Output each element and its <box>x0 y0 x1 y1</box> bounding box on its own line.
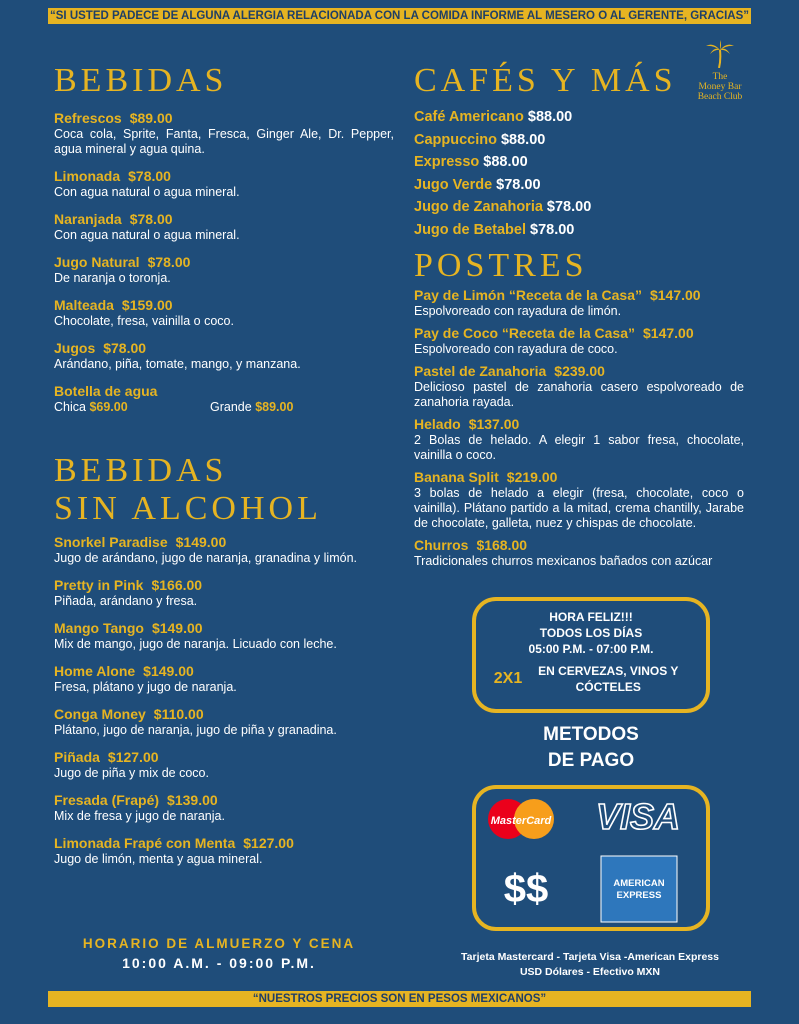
sin-alcohol-item-label: Conga Money <box>54 706 146 722</box>
cafe-item-label: Café Americano <box>414 109 524 125</box>
left-column <box>54 62 394 878</box>
postres-title: POSTRES <box>414 247 588 284</box>
allergy-banner: “SI USTED PADECE DE ALGUNA ALERGIA RELACIONADA CON LA COMIDA INFORME AL MESERO O AL GERENTE, GRACIAS” <box>48 8 751 24</box>
mastercard-label: MasterCard <box>490 815 552 827</box>
sin-alcohol-item-label: Snorkel Paradise <box>54 534 168 550</box>
postre-item-desc: Espolvoreado con rayadura de limón. <box>414 304 622 318</box>
happy-line-2: TODOS LOS DÍAS <box>539 626 643 640</box>
bebida-item-desc: Con agua natural o agua mineral. <box>54 228 240 242</box>
sin-alcohol-item <box>54 620 394 652</box>
bebida-item-name <box>54 110 394 127</box>
cafe-item-label: Expresso <box>414 154 480 170</box>
postre-item-label: Pay de Limón “Receta de la Casa” <box>414 287 642 303</box>
postre-item-name <box>414 537 744 554</box>
water-large-price: $89.00 <box>255 400 294 414</box>
happy-deal-big: 2X1 <box>493 670 523 687</box>
cafe-item-name <box>414 106 744 129</box>
bebida-item-name <box>54 340 394 357</box>
happy-deal <box>476 663 706 695</box>
sin-alcohol-item-desc: Piñada, arándano y fresa. <box>54 594 198 608</box>
postre-item-price: $168.00 <box>476 537 528 553</box>
cafe-item <box>414 151 744 174</box>
hours-title: HORARIO DE ALMUERZO Y CENA <box>82 936 356 951</box>
cafe-item-label: Jugo de Betabel <box>414 221 526 238</box>
mastercard-icon <box>488 799 554 839</box>
sin-alcohol-item-name <box>54 534 394 551</box>
payment-logos <box>476 789 706 927</box>
sin-alcohol-item-price: $149.00 <box>175 534 227 550</box>
sin-alcohol-item-price: $139.00 <box>167 792 218 808</box>
cafe-item <box>414 219 744 242</box>
cafe-item <box>414 196 744 219</box>
bebida-item <box>54 211 394 243</box>
bebida-item-label: Naranjada <box>54 211 122 227</box>
water-sizes <box>54 400 394 415</box>
happy-line-3: 05:00 P.M. - 07:00 P.M. <box>528 642 654 656</box>
sin-alcohol-item-name <box>54 835 394 852</box>
sin-alcohol-item-price: $127.00 <box>243 835 294 851</box>
happy-hour-box <box>472 597 710 713</box>
water-item <box>54 383 394 415</box>
payment-note <box>440 950 740 980</box>
sin-alcohol-item-price: $166.00 <box>151 577 203 593</box>
bebida-item <box>54 110 394 157</box>
payment-note-2: USD Dólares - Efectivo MXN <box>519 966 661 978</box>
bebida-item-label: Refrescos <box>54 110 122 126</box>
payment-box <box>472 785 710 931</box>
sin-alcohol-item-name <box>54 792 394 809</box>
cafe-item <box>414 129 744 152</box>
bebida-item-label: Jugos <box>54 340 96 356</box>
sin-alcohol-item <box>54 577 394 609</box>
sin-alcohol-item-price: $110.00 <box>153 706 204 722</box>
cash-icon: $$ <box>503 867 549 911</box>
sin-alcohol-item-name <box>54 749 394 766</box>
postre-item-desc: Espolvoreado con rayadura de coco. <box>414 342 618 356</box>
hours-time: 10:00 A.M. - 09:00 P.M. <box>122 955 316 971</box>
bebida-item-desc: Chocolate, fresa, vainilla o coco. <box>54 314 234 328</box>
cafes-list <box>414 106 744 241</box>
cafe-item-price: $78.00 <box>530 221 575 238</box>
postre-item-label: Banana Split <box>414 469 499 485</box>
water-large-label: Grande <box>210 400 252 414</box>
prices-banner: “NUESTROS PRECIOS SON EN PESOS MEXICANOS” <box>48 991 751 1007</box>
cafe-item-name <box>414 151 744 174</box>
cafe-item-price: $78.00 <box>546 199 592 215</box>
sin-alcohol-item-desc: Jugo de piña y mix de coco. <box>54 766 209 780</box>
sin-alcohol-item-desc: Mix de mango, jugo de naranja. Licuado con leche. <box>54 637 337 651</box>
postre-item-desc: Tradicionales churros mexicanos bañados con azúcar <box>414 554 713 568</box>
bebida-item-price: $78.00 <box>129 211 173 227</box>
sin-alcohol-item-label: Pretty in Pink <box>54 577 144 593</box>
sin-alcohol-item-name <box>54 663 394 680</box>
cafe-item-name <box>414 219 744 242</box>
sin-alcohol-title-1: BEBIDAS <box>54 452 228 489</box>
cafe-item-label: Cappuccino <box>414 131 497 148</box>
bebida-item <box>54 254 394 286</box>
postre-item-name <box>414 287 744 304</box>
bebida-item-price: $78.00 <box>128 168 171 184</box>
cafe-item-name <box>414 196 744 219</box>
sin-alcohol-item <box>54 663 394 695</box>
sin-alcohol-item-label: Fresada (Frapé) <box>54 792 160 808</box>
water-small-price: $69.00 <box>89 400 128 414</box>
bebida-item-desc: Con agua natural o agua mineral. <box>54 185 240 199</box>
cafe-item-price: $88.00 <box>500 131 546 148</box>
postre-item-desc: Delicioso pastel de zanahoria casero espolvoreado de zanahoria rayada. <box>414 380 744 409</box>
sin-alcohol-item-label: Mango Tango <box>54 620 144 636</box>
postre-item-price: $219.00 <box>506 469 558 485</box>
postre-item <box>414 469 744 531</box>
cafe-item-price: $88.00 <box>527 109 573 125</box>
cafe-item-label: Jugo de Zanahoria <box>414 199 543 215</box>
postre-item-price: $239.00 <box>554 363 605 379</box>
cafe-item <box>414 106 744 129</box>
bebida-item-name <box>54 254 394 271</box>
bebida-item-desc: Arándano, piña, tomate, mango, y manzana. <box>54 357 301 371</box>
sin-alcohol-item-name <box>54 706 394 723</box>
bebida-item <box>54 297 394 329</box>
sin-alcohol-item-name <box>54 620 394 637</box>
bebida-item-price: $89.00 <box>129 110 173 126</box>
sin-alcohol-item-label: Limonada Frapé con Menta <box>54 835 236 851</box>
sin-alcohol-item-price: $149.00 <box>151 620 203 636</box>
postre-item <box>414 537 744 569</box>
sin-alcohol-item-price: $149.00 <box>143 663 194 679</box>
visa-icon: VISA <box>595 796 681 837</box>
happy-line-1: HORA FELIZ!!! <box>549 610 633 624</box>
sin-alcohol-item-label: Home Alone <box>54 663 136 679</box>
cafe-item-name <box>414 129 744 152</box>
right-column <box>414 62 744 575</box>
bebida-item <box>54 340 394 372</box>
bebida-item-label: Jugo Natural <box>54 254 140 270</box>
postre-item-desc: 2 Bolas de helado. A elegir 1 sabor fresa, chocolate, vainilla o coco. <box>414 433 744 462</box>
amex-label-2: EXPRESS <box>616 890 662 901</box>
postre-item-label: Churros <box>414 537 469 553</box>
cafe-item <box>414 174 744 197</box>
cafes-title: CAFÉS Y MÁS <box>414 62 677 99</box>
postre-item <box>414 416 744 463</box>
logo-line-1: The <box>712 72 728 82</box>
postre-item-label: Helado <box>414 416 461 432</box>
amex-icon <box>601 856 677 922</box>
sin-alcohol-item <box>54 749 394 781</box>
bebida-item-name <box>54 211 394 228</box>
sin-alcohol-item <box>54 835 394 867</box>
postre-item <box>414 363 744 410</box>
postre-item <box>414 325 744 357</box>
cafe-item-price: $88.00 <box>483 154 528 170</box>
happy-deal-text: EN CERVEZAS, VINOS Y CÓCTELES <box>538 664 679 694</box>
postre-item <box>414 287 744 319</box>
cafe-item-label: Jugo Verde <box>414 176 493 193</box>
sin-alcohol-item <box>54 706 394 738</box>
postre-item-name <box>414 325 744 342</box>
logo-line-3: Beach Club <box>697 92 743 102</box>
payment-note-1: Tarjeta Mastercard - Tarjeta Visa -American Express <box>461 951 719 963</box>
hours-block <box>54 935 384 973</box>
bebida-item-label: Limonada <box>54 168 121 184</box>
postres-list <box>414 287 744 569</box>
postre-item-label: Pastel de Zanahoria <box>414 363 547 379</box>
bebida-item-desc: Coca cola, Sprite, Fanta, Fresca, Ginger Ale, Dr. Pepper, agua mineral y agua quina. <box>54 127 394 156</box>
postre-item-name <box>414 469 744 486</box>
sin-alcohol-item-desc: Fresa, plátano y jugo de naranja. <box>54 680 237 694</box>
cafe-item-name <box>414 174 744 197</box>
sin-alcohol-item-desc: Jugo de arándano, jugo de naranja, granadina y limón. <box>54 551 357 565</box>
sin-alcohol-item-desc: Plátano, jugo de naranja, jugo de piña y granadina. <box>54 723 337 737</box>
bebida-item-name <box>54 168 394 185</box>
bebida-item-desc: De naranja o toronja. <box>54 271 171 285</box>
sin-alcohol-item-price: $127.00 <box>107 749 159 765</box>
postre-item-name <box>414 416 744 433</box>
water-small <box>54 400 210 415</box>
postre-item-price: $147.00 <box>649 287 701 303</box>
postre-item-price: $137.00 <box>468 416 520 432</box>
sin-alcohol-title-2: SIN ALCOHOL <box>54 490 322 527</box>
water-small-label: Chica <box>54 400 86 414</box>
payment-title-2: DE PAGO <box>547 750 635 771</box>
bebida-item-price: $78.00 <box>103 340 147 356</box>
water-large <box>210 400 293 415</box>
bebida-item-price: $159.00 <box>121 297 173 313</box>
sin-alcohol-list <box>54 534 394 867</box>
sin-alcohol-item-label: Piñada <box>54 749 100 765</box>
logo-line-2: Money Bar <box>698 82 742 92</box>
sin-alcohol-item-desc: Mix de fresa y jugo de naranja. <box>54 809 225 823</box>
bebida-item-label: Malteada <box>54 297 114 313</box>
sin-alcohol-item <box>54 792 394 824</box>
postre-item-desc: 3 bolas de helado a elegir (fresa, chocolate, coco o vainilla). Plátano partido a la mitad, crema chantilly, Jarabe de chocolate, galleta, nuez y chispas de chocolate. <box>414 486 744 530</box>
postre-item-price: $147.00 <box>643 325 694 341</box>
postre-item-name <box>414 363 744 380</box>
cafe-item-price: $78.00 <box>496 176 541 193</box>
sin-alcohol-item <box>54 534 394 566</box>
payment-title-1: METODOS <box>543 724 639 745</box>
sin-alcohol-item-desc: Jugo de limón, menta y agua mineral. <box>54 852 263 866</box>
sin-alcohol-item-name <box>54 577 394 594</box>
postre-item-label: Pay de Coco “Receta de la Casa” <box>414 325 635 341</box>
bebida-item-name <box>54 297 394 314</box>
bebidas-title: BEBIDAS <box>54 62 228 99</box>
bebida-item <box>54 168 394 200</box>
bebida-item-price: $78.00 <box>147 254 191 270</box>
water-name: Botella de agua <box>54 383 158 399</box>
amex-label-1: AMERICAN <box>613 878 665 889</box>
bebidas-list <box>54 110 394 372</box>
payment-title <box>472 722 710 774</box>
